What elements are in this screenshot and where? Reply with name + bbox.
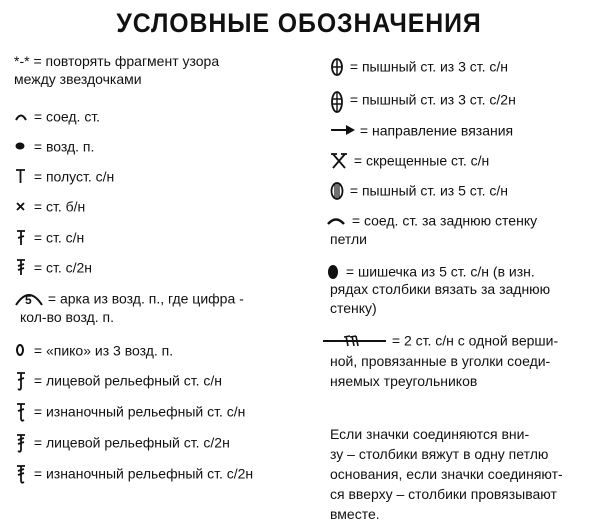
legend-text: петли <box>330 231 367 247</box>
legend-text: = изнаночный рельефный ст. с/2н <box>33 465 254 482</box>
picot-icon <box>14 341 28 359</box>
legend-repeat-cont <box>14 70 142 88</box>
legend-text: = направление вязания <box>359 122 514 139</box>
legend-text: = пышный ст. из 3 ст. с/2н <box>349 91 516 108</box>
legend-text: няемых треугольников <box>330 373 478 389</box>
chain-icon <box>14 137 28 155</box>
single-crochet-icon <box>14 197 28 215</box>
half-double-crochet-icon <box>14 167 28 185</box>
repeat-symbol: *-* = <box>14 53 42 69</box>
front-post-tr-icon <box>14 433 28 451</box>
legend-text: = соед. ст. за заднюю стенку <box>351 212 538 229</box>
legend-picot <box>14 340 173 359</box>
treble-crochet-icon <box>14 258 28 276</box>
legend-text: = пышный ст. из 5 ст. с/н <box>349 182 509 199</box>
crossed-dc-icon <box>330 151 348 169</box>
legend-text: = ст. с/2н <box>33 259 93 276</box>
legend-hdc <box>14 166 114 185</box>
note-line-3: основания, если значки соединяют- <box>330 466 563 482</box>
legend-text: рядах столбики вязать за заднюю <box>330 281 551 297</box>
puff-3tr-icon <box>330 90 344 108</box>
legend-text: = соед. ст. <box>33 108 101 125</box>
legend-text: = ст. с/н <box>33 229 85 246</box>
legend-text: = «пико» из 3 возд. п. <box>33 342 174 359</box>
legend-text: повторять фрагмент узора <box>45 53 220 69</box>
legend-bobble-cont <box>330 280 550 298</box>
puff-3dc-icon <box>330 57 344 75</box>
arrow-right-icon <box>330 121 356 139</box>
legend-dc <box>14 227 84 246</box>
puff-5dc-icon <box>330 181 344 199</box>
legend-puff-5dc <box>330 180 508 199</box>
note-line-2: зу – столбики вяжут в одну петлю <box>330 446 549 462</box>
bobble-icon <box>326 262 340 280</box>
back-post-dc-icon <box>14 402 28 420</box>
legend-joined-dc-cont2 <box>330 372 477 390</box>
legend-crossed-dc <box>330 150 489 169</box>
slip-back-loop-icon <box>326 211 346 229</box>
legend-text: = 2 ст. с/н с одной верши- <box>391 332 559 349</box>
legend-text: = изнаночный рельефный ст. с/н <box>33 403 246 420</box>
slip-stitch-icon <box>14 107 28 125</box>
legend-text: = полуст. с/н <box>33 168 115 185</box>
legend-repeat <box>14 52 219 70</box>
legend-text: между звездочками <box>14 71 142 87</box>
legend-arch-cont <box>20 308 114 326</box>
legend-sc <box>14 196 85 215</box>
legend-direction <box>330 120 513 139</box>
legend-puff-3dc <box>330 56 508 75</box>
legend-text: ной, провязанные в уголки соеди- <box>330 353 551 369</box>
legend-text: = лицевой рельефный ст. с/2н <box>33 434 230 451</box>
legend-slip-back-loop-cont <box>330 230 367 248</box>
legend-arch <box>14 288 244 307</box>
legend-joined-dc-cont <box>330 352 550 370</box>
legend-bobble-cont2 <box>330 299 377 317</box>
double-crochet-icon <box>14 228 28 246</box>
legend-text: стенку) <box>330 300 377 316</box>
legend-puff-3tr <box>330 89 516 108</box>
legend-fpdc <box>14 370 222 389</box>
legend-text: кол-во возд. п. <box>20 309 114 325</box>
legend-text: = ст. б/н <box>33 198 86 215</box>
legend-bobble <box>326 261 535 280</box>
legend-joined-dc <box>322 330 558 349</box>
note-line-4: ся вверху – столбики провязывают <box>330 486 557 502</box>
legend-fptr <box>14 432 230 451</box>
legend-text: = скрещенные ст. с/н <box>353 152 490 169</box>
joined-dc-icon <box>322 331 388 349</box>
back-post-tr-icon <box>14 464 28 482</box>
legend-text: = арка из возд. п., где цифра - <box>47 290 244 307</box>
arch-icon <box>14 289 44 307</box>
legend-bptr <box>14 463 253 482</box>
front-post-dc-icon <box>14 371 28 389</box>
note-line-1: Если значки соединяются вни- <box>330 426 530 442</box>
legend-text: = пышный ст. из 3 ст. с/н <box>349 58 509 75</box>
legend-slip-stitch <box>14 106 100 125</box>
legend-bpdc <box>14 401 245 420</box>
arch-count: 5 <box>25 293 32 308</box>
legend-tr <box>14 257 92 276</box>
note-line-5: вместе. <box>330 506 380 522</box>
legend-text: = возд. п. <box>33 138 95 155</box>
legend-text: = шишечка из 5 ст. с/н (в изн. <box>345 263 535 280</box>
legend-chain <box>14 136 94 155</box>
page-title: УСЛОВНЫЕ ОБОЗНАЧЕНИЯ <box>116 8 482 38</box>
legend-slip-back-loop <box>326 210 537 229</box>
legend-text: = лицевой рельефный ст. с/н <box>33 372 223 389</box>
